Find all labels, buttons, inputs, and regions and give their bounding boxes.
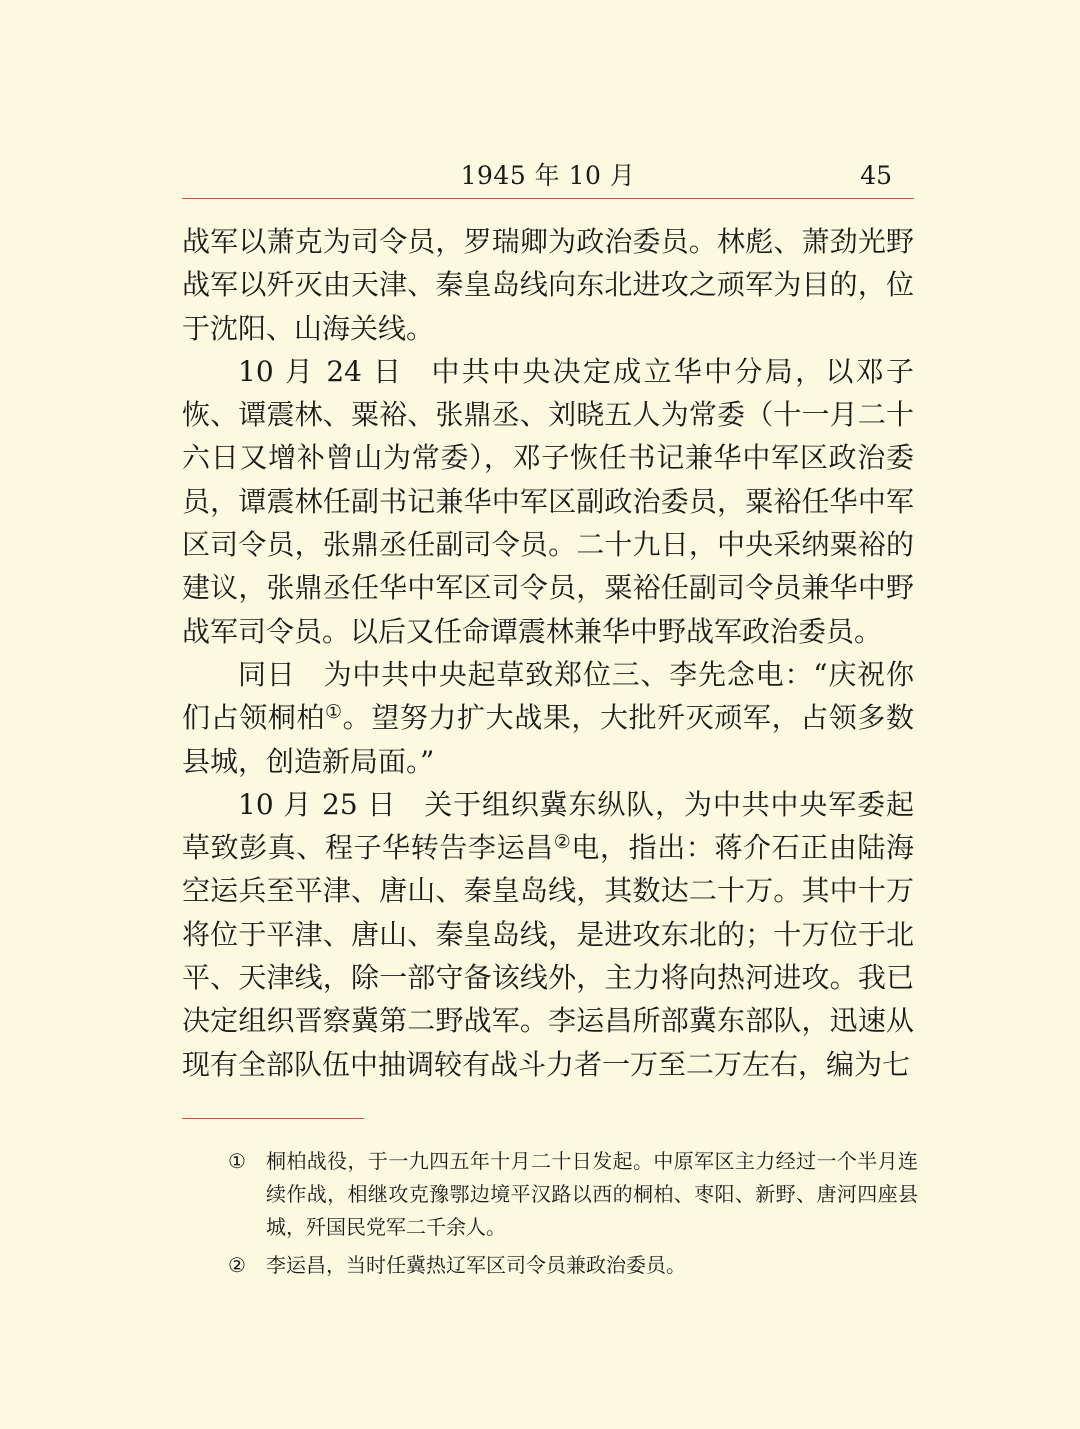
footnote-mark: ① [228,1149,246,1173]
footnote-mark: ② [228,1253,246,1277]
paragraph-text: 电，指出：蒋介石正由陆海空运兵至平津、唐山、秦皇岛线，其数达二十万。其中十万将位于平津、唐山、秦皇岛线，是进攻东北的；十万位于北平、天津线，除一部守备该线外，主力将向热河进攻。我已决定组织晋察冀第二野战军。李运昌所部冀东部队，迅速从现有全部队伍中抽调较有战斗力者一万至二万左右，编为七 [182,831,914,1081]
paragraph-text: 战军以萧克为司令员，罗瑞卿为政治委员。林彪、萧劲光野战军以歼灭由天津、秦皇岛线向东北进攻之顽军为目的，位于沈阳、山海关线。 [182,225,914,345]
header-rule [182,198,914,199]
body-text [182,220,914,1086]
paragraph-entry-oct-24 [182,350,914,653]
footnotes [228,1145,918,1287]
footnote-2 [228,1249,918,1282]
running-header [182,158,914,196]
entry-date: 10 月 25 日 [238,787,397,821]
paragraph-text: 。望努力扩大战果，大批歼灭顽军，占领多数县城，创造新局面。” [182,701,914,778]
paragraph-text: 关于组织冀东纵队，为中共中央军委起草致彭真、程子华转告李运昌 [182,787,914,865]
page-number: 45 [860,161,892,190]
footnote-ref-2[interactable]: ② [553,831,572,854]
paragraph-continuation [182,220,914,350]
footnote-1 [228,1145,918,1244]
footnote-rule [182,1118,364,1119]
paragraph-text: 中共中央决定成立华中分局，以邓子恢、谭震林、粟裕、张鼎丞、刘晓五人为常委（十一月二十六日又增补曾山为常委），邓子恢任书记兼华中军区政治委员，谭震林任副书记兼华中军区副政治委员，粟裕任华中军区司令员，张鼎丞任副司令员。二十九日，中央采纳粟裕的建议，张鼎丞任华中军区司令员，粟裕任副司令员兼华中野战军司令员。以后又任命谭震林兼华中野战军政治委员。 [182,354,914,648]
paragraph-text: 为中共中央起草致郑位三、李先念电：“庆祝你们占领桐柏 [182,657,914,735]
entry-date: 10 月 24 日 [238,354,404,388]
paragraph-entry-same-day [182,653,914,783]
footnote-ref-1[interactable]: ① [325,701,343,724]
footnote-text: 李运昌，当时任冀热辽军区司令员兼政治委员。 [266,1253,686,1277]
header-title: 1945 年 10 月 [460,161,636,190]
footnote-text: 桐柏战役，于一九四五年十月二十日发起。中原军区主力经过一个半月连续作战，相继攻克豫鄂边境平汉路以西的桐柏、枣阳、新野、唐河四座县城，歼国民党军二千余人。 [266,1149,918,1239]
paragraph-entry-oct-25 [182,783,914,1086]
entry-date: 同日 [238,657,296,691]
